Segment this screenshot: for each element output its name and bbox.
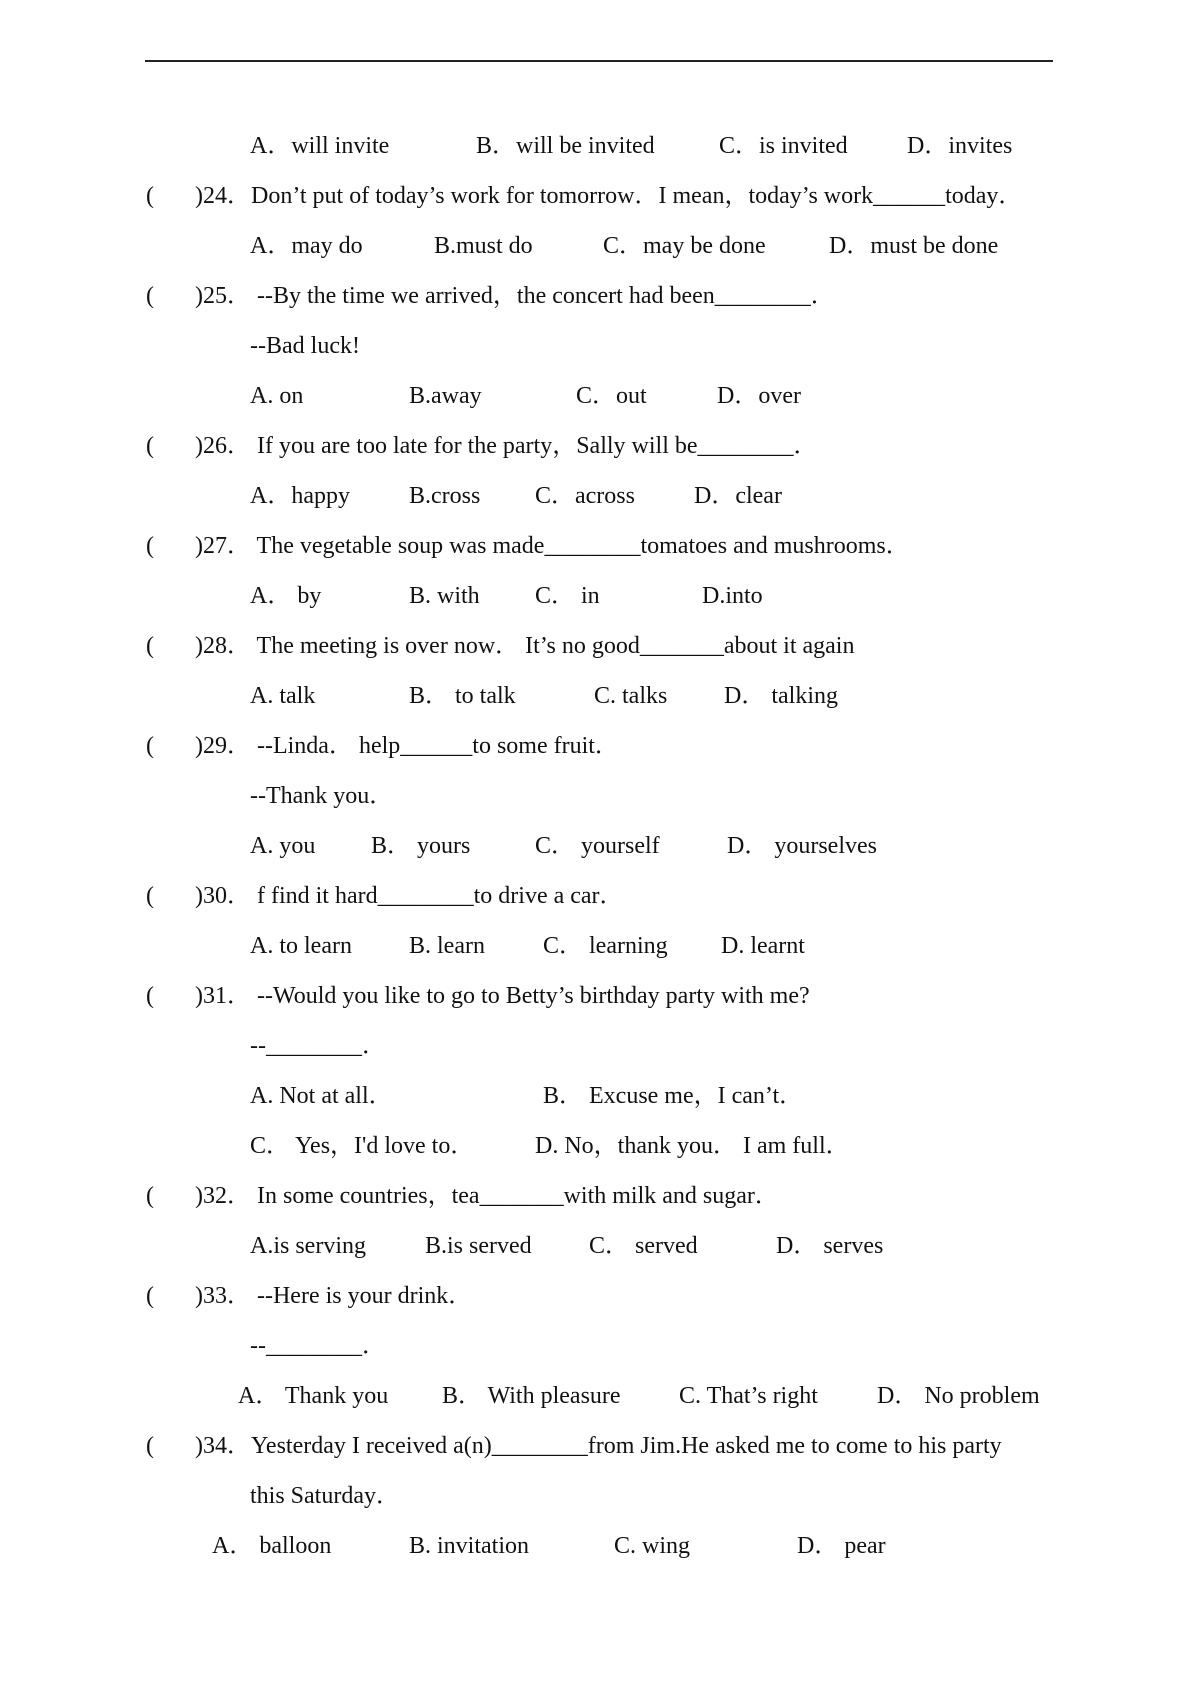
q29-stem-line: [0, 731, 619, 761]
q34-continuation-line: [0, 1481, 400, 1511]
q23-option-c: C．is invited: [719, 133, 848, 159]
q24-stem-line: [0, 181, 1023, 211]
q34-continuation: this Saturday．: [250, 1483, 400, 1509]
q26-stem: )26． If you are too late for the party，Sally will be________．: [195, 433, 818, 459]
q34-option-b: B. invitation: [409, 1533, 529, 1559]
q25-option-d: D．over: [717, 383, 801, 409]
q33-reply: --________．: [250, 1333, 386, 1359]
q26-option-a: A．happy: [250, 483, 350, 509]
q26-stem-line: [0, 431, 818, 461]
q31-stem-line: [0, 981, 810, 1011]
q34-options: [0, 1531, 886, 1561]
q25-option-b: B.away: [409, 383, 482, 409]
q25-reply-line: [0, 331, 360, 361]
q24-option-b: B.must do: [434, 233, 533, 259]
q34-option-d: D． pear: [797, 1533, 886, 1559]
q25-options: [0, 381, 801, 411]
q24-option-d: D．must be done: [829, 233, 999, 259]
q30-option-d: D. learnt: [721, 933, 805, 959]
q31-option-c: C． Yes，I'd love to．: [250, 1133, 475, 1159]
q33-option-d: D． No problem: [877, 1383, 1040, 1409]
q23-option-a: A．will invite: [250, 133, 390, 159]
q34-stem: )34．Yesterday I received a(n)________from Jim.He asked me to come to his party: [195, 1433, 1002, 1459]
q31-reply-line: [0, 1031, 386, 1061]
q31-option-b: B． Excuse me，I can’t．: [543, 1083, 804, 1109]
q33-option-b: B． With pleasure: [442, 1383, 621, 1409]
q32-option-a: A.is serving: [250, 1233, 366, 1259]
q31-option-a: A. Not at all．: [250, 1083, 393, 1109]
q28-stem: )28． The meeting is over now． It’s no good_______about it again: [195, 633, 855, 659]
q27-options: [0, 581, 763, 611]
q33-reply-line: [0, 1331, 386, 1361]
q31-stem: )31． --Would you like to go to Betty’s birthday party with me?: [195, 983, 810, 1009]
q26-option-c: C．across: [535, 483, 635, 509]
q34-option-c: C. wing: [614, 1533, 691, 1559]
header-rule: [145, 60, 1053, 62]
q33-paren: (: [146, 1283, 154, 1309]
q32-option-b: B.is served: [425, 1233, 532, 1259]
q28-stem-line: [0, 631, 855, 661]
q28-options: [0, 681, 838, 711]
q27-option-d: D.into: [702, 583, 763, 609]
q30-stem-line: [0, 881, 624, 911]
q28-option-d: D． talking: [724, 683, 838, 709]
q23-option-b: B．will be invited: [476, 133, 655, 159]
q27-option-b: B. with: [409, 583, 480, 609]
q31-options-ab: [0, 1081, 804, 1111]
q27-stem: )27． The vegetable soup was made________tomatoes and mushrooms．: [195, 533, 910, 559]
q31-options-cd: [0, 1131, 850, 1161]
q25-paren: (: [146, 283, 154, 309]
q25-option-c: C．out: [576, 383, 647, 409]
q24-stem: )24．Don’t put of today’s work for tomorrow．I mean，today’s work______today．: [195, 183, 1023, 209]
q25-reply: --Bad luck!: [250, 333, 360, 359]
q30-option-c: C． learning: [543, 933, 668, 959]
q29-option-b: B． yours: [371, 833, 471, 859]
q24-paren: (: [146, 183, 154, 209]
q34-option-a: A． balloon: [212, 1533, 332, 1559]
q24-option-c: C．may be done: [603, 233, 766, 259]
q33-stem-line: [0, 1281, 473, 1311]
q26-option-d: D．clear: [694, 483, 782, 509]
q32-option-c: C． served: [589, 1233, 698, 1259]
q30-option-a: A. to learn: [250, 933, 352, 959]
q26-option-b: B.cross: [409, 483, 481, 509]
q29-option-a: A. you: [250, 833, 316, 859]
q28-option-b: B． to talk: [409, 683, 516, 709]
q24-options: [0, 231, 999, 261]
q32-paren: (: [146, 1183, 154, 1209]
q29-option-d: D． yourselves: [727, 833, 877, 859]
q29-options: [0, 831, 877, 861]
q29-reply-line: [0, 781, 394, 811]
q32-stem: )32． In some countries，tea_______with milk and sugar．: [195, 1183, 779, 1209]
q31-reply: --________．: [250, 1033, 386, 1059]
q29-stem: )29． --Linda． help______to some fruit．: [195, 733, 619, 759]
q23-option-d: D．invites: [907, 133, 1013, 159]
q24-option-a: A．may do: [250, 233, 363, 259]
q26-options: [0, 481, 782, 511]
q25-stem-line: [0, 281, 835, 311]
q28-paren: (: [146, 633, 154, 659]
q32-options: [0, 1231, 884, 1261]
q30-stem: )30． f find it hard________to drive a car．: [195, 883, 624, 909]
q31-paren: (: [146, 983, 154, 1009]
q26-paren: (: [146, 433, 154, 459]
q27-option-a: A． by: [250, 583, 322, 609]
q34-paren: (: [146, 1433, 154, 1459]
q28-option-c: C. talks: [594, 683, 668, 709]
q25-stem: )25． --By the time we arrived，the concert had been________．: [195, 283, 835, 309]
q32-stem-line: [0, 1181, 779, 1211]
q29-reply: --Thank you．: [250, 783, 394, 809]
q33-option-c: C. That’s right: [679, 1383, 818, 1409]
q27-paren: (: [146, 533, 154, 559]
q33-options: [0, 1381, 1040, 1411]
q33-stem: )33． --Here is your drink．: [195, 1283, 473, 1309]
q27-stem-line: [0, 531, 910, 561]
q29-option-c: C． yourself: [535, 833, 660, 859]
q33-option-a: A． Thank you: [238, 1383, 389, 1409]
q31-option-d: D. No，thank you． I am full．: [535, 1133, 850, 1159]
q27-option-c: C． in: [535, 583, 600, 609]
q30-option-b: B. learn: [409, 933, 485, 959]
q23-options: [0, 131, 1013, 161]
q34-stem-line: [0, 1431, 1002, 1461]
q32-option-d: D． serves: [776, 1233, 884, 1259]
q30-paren: (: [146, 883, 154, 909]
q25-option-a: A. on: [250, 383, 304, 409]
q29-paren: (: [146, 733, 154, 759]
q30-options: [0, 931, 805, 961]
q28-option-a: A. talk: [250, 683, 316, 709]
